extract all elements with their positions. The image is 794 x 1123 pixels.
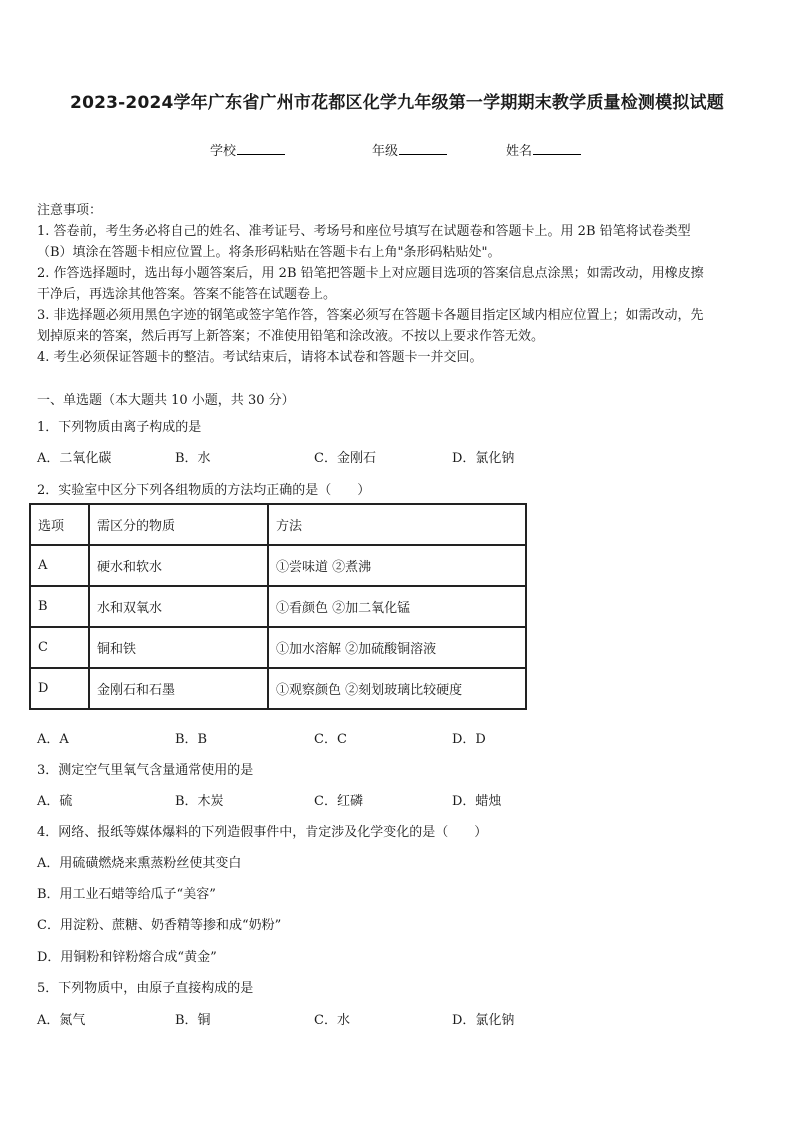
question-3-stem: 3．测定空气里氧气含量通常使用的是 — [37, 763, 254, 778]
table-header-cell: 需区分的物质 — [89, 504, 268, 545]
table-cell: ①尝味道 ②煮沸 — [268, 545, 526, 586]
table-cell: C — [30, 627, 89, 668]
question-2-stem: 2．实验室中区分下列各组物质的方法均正确的是（ ） — [37, 483, 371, 498]
table-header-cell: 方法 — [268, 504, 526, 545]
table-cell: ①看颜色 ②加二氧化锰 — [268, 586, 526, 627]
option-a: A．A — [37, 732, 69, 747]
school-label: 学校 — [210, 144, 237, 159]
table-header-cell: 选项 — [30, 504, 89, 545]
table-cell: B — [30, 586, 89, 627]
name-field — [506, 140, 581, 159]
option-b: B．B — [175, 732, 208, 747]
name-label: 姓名 — [506, 144, 533, 159]
table-row — [30, 545, 526, 586]
notice-line: 2. 作答选择题时，选出每小题答案后，用 2B 铅笔把答题卡上对应题目选项的答案信息点涂黑；如需改动，用橡皮擦 — [37, 266, 704, 281]
table-row — [30, 627, 526, 668]
question-5-options — [37, 1009, 757, 1027]
notice-line: （B）填涂在答题卡相应位置上。将条形码粘贴在答题卡右上角"条形码粘贴处"。 — [37, 245, 501, 260]
option-b: B．木炭 — [175, 794, 224, 809]
option-d: D．氯化钠 — [452, 451, 515, 466]
grade-blank — [399, 143, 447, 155]
question-4-option-b: B．用工业石蜡等给瓜子“美容” — [37, 887, 216, 902]
notice-heading: 注意事项： — [37, 203, 103, 218]
option-d: D．D — [452, 732, 486, 747]
table-cell: A — [30, 545, 89, 586]
table-cell: D — [30, 668, 89, 709]
option-c: C．水 — [314, 1013, 350, 1028]
grade-label: 年级 — [372, 144, 399, 159]
question-4-option-c: C．用淀粉、蔗糖、奶香精等掺和成“奶粉” — [37, 918, 282, 933]
option-c: C．C — [314, 732, 347, 747]
option-c: C．金刚石 — [314, 451, 376, 466]
table-cell: ①观察颜色 ②刻划玻璃比较硬度 — [268, 668, 526, 709]
option-a: A．氮气 — [37, 1013, 86, 1028]
school-blank — [237, 143, 285, 155]
question-1-stem: 1．下列物质由离子构成的是 — [37, 420, 202, 435]
name-blank — [533, 143, 581, 155]
table-cell: 金刚石和石墨 — [89, 668, 268, 709]
notice-line: 干净后，再选涂其他答案。答案不能答在试题卷上。 — [37, 287, 337, 302]
option-b: B．水 — [175, 451, 211, 466]
question-4-option-d: D．用铜粉和锌粉熔合成“黄金” — [37, 950, 217, 965]
table-header-row — [30, 504, 526, 545]
question-3-options — [37, 790, 757, 808]
question-2-table — [29, 503, 527, 710]
exam-title: 2023-2024学年广东省广州市花都区化学九年级第一学期期末教学质量检测模拟试题 — [70, 93, 724, 113]
notice-line: 划掉原来的答案，然后再写上新答案；不准使用铅笔和涂改液。不按以上要求作答无效。 — [37, 329, 545, 344]
notice-line: 3. 非选择题必须用黑色字迹的钢笔或签字笔作答，答案必须写在答题卡各题目指定区域内相应位置上；如需改动，先 — [37, 308, 704, 323]
notice-line: 1. 答卷前，考生务必将自己的姓名、准考证号、考场号和座位号填写在试题卷和答题卡上。用 2B 铅笔将试卷类型 — [37, 224, 691, 239]
option-a: A．硫 — [37, 794, 73, 809]
option-a: A．二氧化碳 — [37, 451, 112, 466]
question-4-option-a: A．用硫磺燃烧来熏蒸粉丝使其变白 — [37, 856, 242, 871]
question-1-options — [37, 447, 757, 465]
notice-block — [37, 200, 759, 368]
notice-line: 4. 考生必须保证答题卡的整洁。考试结束后，请将本试卷和答题卡一并交回。 — [37, 350, 483, 365]
option-c: C．红磷 — [314, 794, 363, 809]
grade-field — [372, 140, 447, 159]
option-d: D．蜡烛 — [452, 794, 502, 809]
question-4-stem: 4．网络、报纸等媒体爆料的下列造假事件中，肯定涉及化学变化的是（ ） — [37, 825, 488, 840]
table-cell: 铜和铁 — [89, 627, 268, 668]
table-cell: 水和双氧水 — [89, 586, 268, 627]
school-field — [210, 140, 285, 159]
table-cell: ①加水溶解 ②加硫酸铜溶液 — [268, 627, 526, 668]
table-row — [30, 668, 526, 709]
question-2-options — [37, 728, 757, 746]
table-cell: 硬水和软水 — [89, 545, 268, 586]
table-row — [30, 586, 526, 627]
question-5-stem: 5．下列物质中，由原子直接构成的是 — [37, 981, 254, 996]
option-b: B．铜 — [175, 1013, 211, 1028]
section-heading: 一、单选题（本大题共 10 小题，共 30 分） — [37, 393, 295, 408]
option-d: D．氯化钠 — [452, 1013, 515, 1028]
